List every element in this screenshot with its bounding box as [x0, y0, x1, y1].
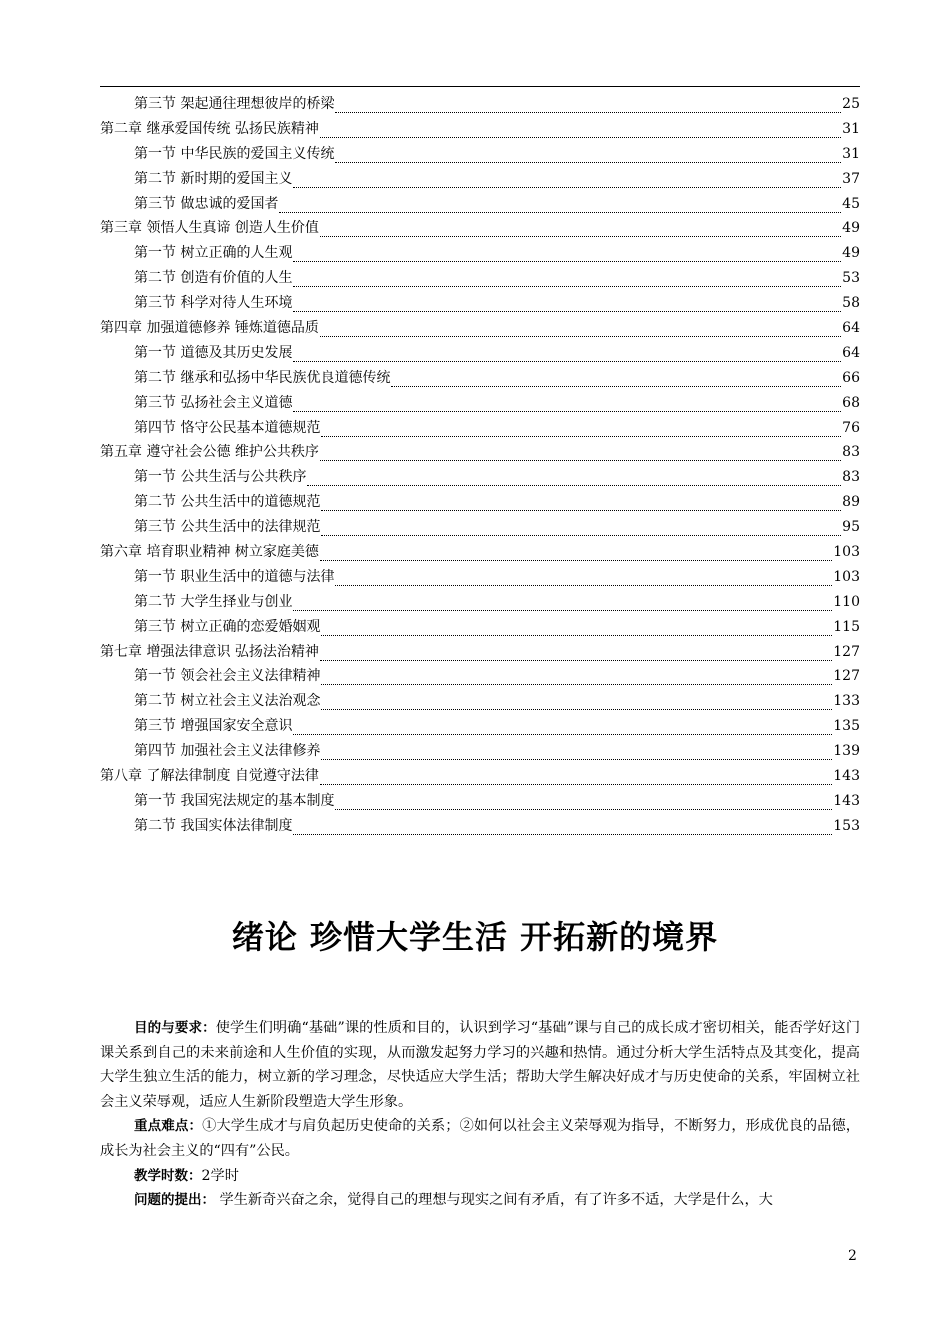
toc-entry-label: 第三章 领悟人生真谛 创造人生价值 [100, 220, 319, 237]
toc-entry[interactable] [100, 714, 860, 739]
toc-entry-page: 76 [842, 419, 860, 436]
toc-entry[interactable] [100, 814, 860, 839]
toc-leader-dots [307, 473, 841, 486]
table-of-contents [100, 92, 860, 839]
paragraph-lead: 问题的提出： [134, 1192, 215, 1209]
toc-entry-label: 第二节 大学生择业与创业 [134, 593, 293, 610]
paragraph-text: ①大学生成才与肩负起历史使命的关系；②如何以社会主义荣辱观为指导，不断努力，形成优良的品德，成长为社会主义的“四有”公民。 [100, 1118, 860, 1159]
toc-entry-page: 49 [842, 220, 860, 237]
toc-entry-label: 第七章 增强法律意识 弘扬法治精神 [100, 643, 319, 660]
toc-entry-page: 115 [833, 618, 860, 635]
toc-entry[interactable] [100, 416, 860, 441]
toc-entry-page: 127 [833, 668, 860, 685]
toc-entry-label: 第三节 做忠诚的爱国者 [134, 195, 279, 212]
toc-entry-label: 第二节 我国实体法律制度 [134, 817, 293, 834]
toc-entry-label: 第四章 加强道德修养 锤炼道德品质 [100, 320, 319, 337]
toc-entry-page: 103 [833, 568, 860, 585]
toc-leader-dots [320, 324, 841, 337]
toc-entry-label: 第一节 道德及其历史发展 [134, 344, 293, 361]
toc-entry[interactable] [100, 241, 860, 266]
toc-entry-label: 第三节 增强国家安全意识 [134, 718, 293, 735]
toc-entry-page: 64 [842, 320, 860, 337]
body-paragraph [100, 1114, 860, 1163]
toc-entry[interactable] [100, 316, 860, 341]
toc-entry-page: 135 [833, 718, 860, 735]
toc-leader-dots [320, 772, 832, 785]
toc-entry-label: 第一节 树立正确的人生观 [134, 245, 293, 262]
paragraph-text: 使学生们明确“基础”课的性质和目的，认识到学习“基础”课与自己的成长成才密切相关，能否学好这门课关系到自己的未来前途和人生价值的实现，从而激发起努力学习的兴趣和热情。通过分析大学生活特点及其变化，提高大学生独立生活的能力，树立新的学习理念，尽快适应大学生活；帮助大学生解决好成才与历史使命的关系，牢固树立社会主义荣辱观，适应人生新阶段塑造大学生形象。 [100, 1020, 861, 1110]
toc-entry[interactable] [100, 391, 860, 416]
toc-entry[interactable] [100, 540, 860, 565]
toc-entry[interactable] [100, 565, 860, 590]
toc-entry[interactable] [100, 291, 860, 316]
toc-entry-page: 95 [842, 519, 860, 536]
toc-entry-page: 143 [833, 792, 860, 809]
body-paragraph [100, 1016, 860, 1114]
toc-entry-label: 第二节 树立社会主义法治观念 [134, 693, 321, 710]
toc-entry-label: 第二节 新时期的爱国主义 [134, 170, 293, 187]
toc-entry-label: 第二节 公共生活中的道德规范 [134, 494, 321, 511]
toc-leader-dots [335, 573, 832, 586]
toc-entry-page: 45 [842, 195, 860, 212]
body-paragraph [100, 1164, 860, 1189]
toc-entry-page: 58 [842, 295, 860, 312]
toc-entry-page: 66 [842, 369, 860, 386]
toc-entry[interactable] [100, 490, 860, 515]
toc-entry[interactable] [100, 341, 860, 366]
toc-leader-dots [320, 125, 841, 138]
toc-entry-label: 第一节 领会社会主义法律精神 [134, 668, 321, 685]
toc-entry-page: 103 [833, 544, 860, 561]
toc-entry-label: 第八章 了解法律制度 自觉遵守法律 [100, 768, 319, 785]
toc-entry-page: 31 [842, 120, 860, 137]
toc-entry[interactable] [100, 167, 860, 192]
header-rule [100, 86, 860, 87]
toc-entry-page: 133 [833, 693, 860, 710]
toc-leader-dots [321, 747, 832, 760]
toc-entry-label: 第六章 培育职业精神 树立家庭美德 [100, 544, 319, 561]
toc-entry-page: 110 [833, 593, 860, 610]
toc-entry[interactable] [100, 192, 860, 217]
toc-entry[interactable] [100, 615, 860, 640]
toc-entry-page: 83 [842, 444, 860, 461]
toc-entry-label: 第三节 架起通往理想彼岸的桥梁 [134, 96, 335, 112]
toc-entry-label: 第一节 我国宪法规定的基本制度 [134, 792, 335, 809]
toc-entry[interactable] [100, 465, 860, 490]
toc-entry-page: 153 [833, 817, 860, 834]
toc-leader-dots [391, 374, 841, 387]
toc-leader-dots [320, 448, 841, 461]
toc-entry-label: 第三节 公共生活中的法律规范 [134, 519, 321, 536]
toc-entry-label: 第二节 继承和弘扬中华民族优良道德传统 [134, 369, 391, 386]
toc-leader-dots [320, 548, 832, 561]
toc-entry[interactable] [100, 440, 860, 465]
toc-leader-dots [293, 399, 841, 412]
toc-leader-dots [321, 672, 832, 685]
toc-leader-dots [321, 498, 841, 511]
toc-leader-dots [293, 175, 841, 188]
toc-leader-dots [293, 598, 832, 611]
toc-entry-label: 第五章 遵守社会公德 维护公共秩序 [100, 444, 319, 461]
toc-leader-dots [293, 249, 841, 262]
body-paragraph [100, 1188, 860, 1213]
toc-entry[interactable] [100, 590, 860, 615]
toc-leader-dots [293, 822, 832, 835]
toc-entry-label: 第一节 职业生活中的道德与法律 [134, 568, 335, 585]
toc-entry-page: 89 [842, 494, 860, 511]
toc-entry-label: 第四节 恪守公民基本道德规范 [134, 419, 321, 436]
toc-entry[interactable] [100, 689, 860, 714]
toc-entry[interactable] [100, 789, 860, 814]
chapter-body [100, 1016, 860, 1213]
toc-entry-page: 127 [833, 643, 860, 660]
toc-entry[interactable] [100, 117, 860, 142]
toc-entry[interactable] [100, 142, 860, 167]
paragraph-lead: 重点难点： [134, 1118, 203, 1135]
toc-entry-label: 第一节 公共生活与公共秩序 [134, 469, 307, 486]
toc-entry-label: 第二章 继承爱国传统 弘扬民族精神 [100, 120, 319, 137]
toc-entry-label: 第一节 中华民族的爱国主义传统 [134, 145, 335, 162]
toc-entry[interactable] [100, 92, 860, 117]
toc-entry-page: 49 [842, 245, 860, 262]
toc-entry-label: 第三节 弘扬社会主义道德 [134, 394, 293, 411]
toc-entry-page: 143 [833, 768, 860, 785]
toc-leader-dots [335, 797, 832, 810]
toc-entry[interactable] [100, 266, 860, 291]
toc-entry-page: 139 [833, 743, 860, 760]
toc-leader-dots [293, 349, 841, 362]
toc-leader-dots [293, 299, 841, 312]
paragraph-lead: 目的与要求： [134, 1020, 216, 1036]
toc-entry[interactable] [100, 640, 860, 665]
toc-leader-dots [335, 100, 841, 113]
toc-entry[interactable] [100, 515, 860, 540]
toc-leader-dots [320, 648, 832, 661]
toc-entry[interactable] [100, 764, 860, 789]
toc-entry-page: 68 [842, 394, 860, 411]
toc-entry-page: 83 [842, 469, 860, 486]
paragraph-text: 2学时 [201, 1167, 239, 1184]
toc-entry-label: 第四节 加强社会主义法律修养 [134, 743, 321, 760]
toc-entry[interactable] [100, 664, 860, 689]
paragraph-text: 学生新奇兴奋之余，觉得自己的理想与现实之间有矛盾，有了许多不适，大学是什么，大 [215, 1192, 773, 1209]
toc-entry[interactable] [100, 366, 860, 391]
page-number: 2 [848, 1248, 857, 1264]
toc-entry-page: 37 [842, 170, 860, 187]
toc-entry-label: 第三节 科学对待人生环境 [134, 295, 293, 312]
toc-leader-dots [320, 224, 841, 237]
toc-leader-dots [279, 200, 841, 213]
toc-leader-dots [321, 697, 832, 710]
toc-entry-label: 第三节 树立正确的恋爱婚姻观 [134, 618, 321, 635]
toc-entry-page: 53 [842, 270, 860, 287]
toc-entry-page: 31 [842, 145, 860, 162]
toc-leader-dots [321, 424, 841, 437]
toc-leader-dots [335, 150, 841, 163]
chapter-title: 绪论 珍惜大学生活 开拓新的境界 [231, 918, 719, 956]
paragraph-lead: 教学时数： [134, 1167, 202, 1184]
toc-leader-dots [321, 523, 841, 536]
toc-entry[interactable] [100, 739, 860, 764]
toc-leader-dots [293, 274, 841, 287]
toc-leader-dots [321, 623, 832, 636]
toc-leader-dots [293, 722, 832, 735]
toc-entry-label: 第二节 创造有价值的人生 [134, 270, 293, 287]
toc-entry-page: 25 [842, 96, 860, 112]
toc-entry-page: 64 [842, 344, 860, 361]
toc-entry[interactable] [100, 216, 860, 241]
